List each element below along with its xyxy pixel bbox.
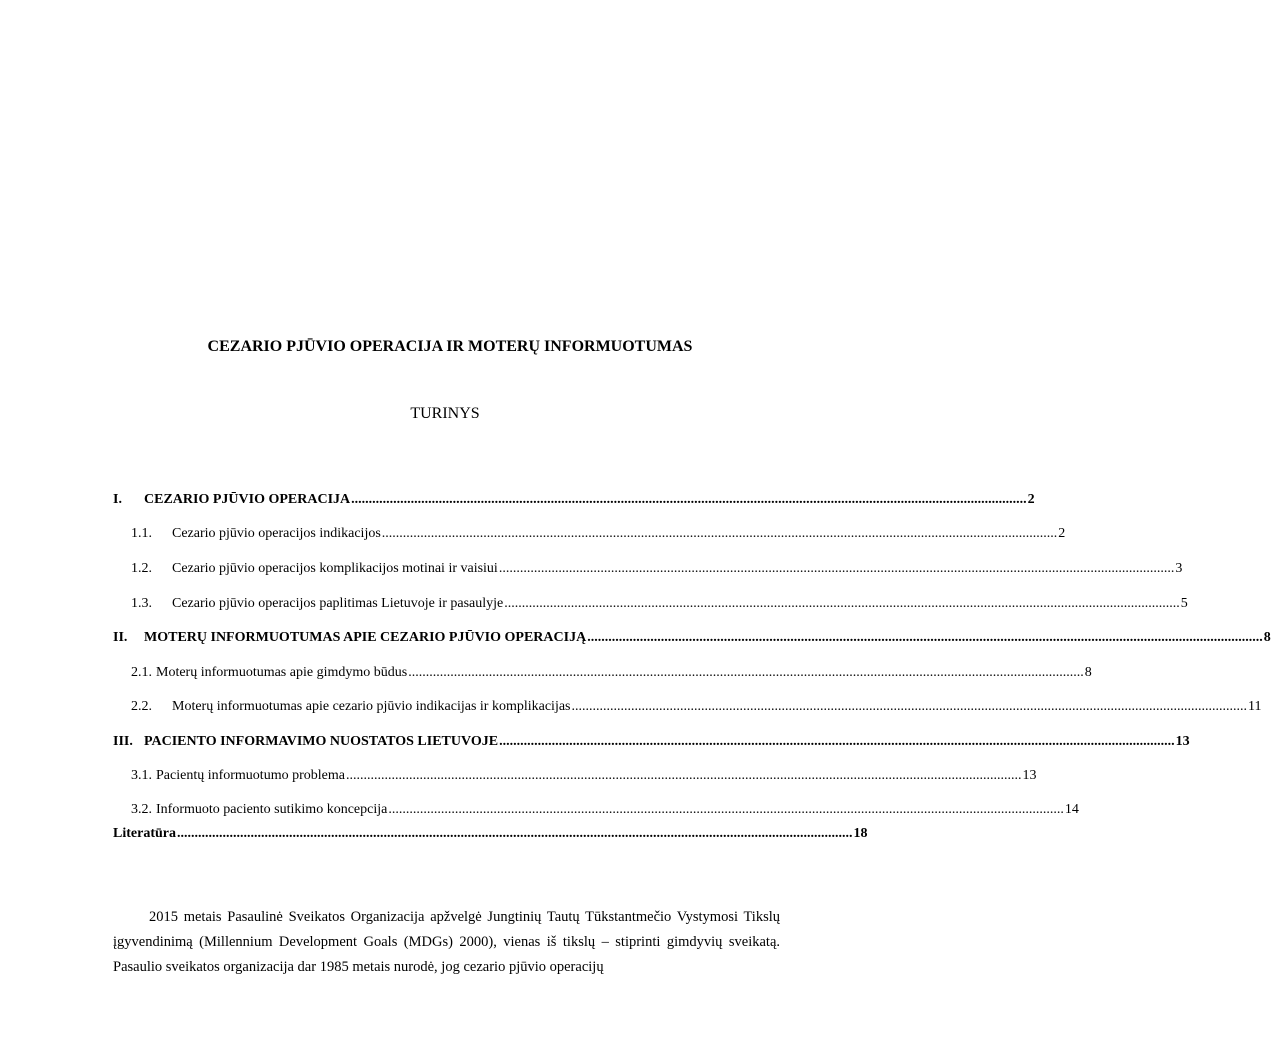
toc-entry[interactable] — [0, 697, 1262, 717]
toc-entry-page: 13 — [1175, 734, 1190, 749]
toc-entry-number: 3.1. — [131, 768, 152, 783]
toc-entry[interactable] — [0, 766, 1037, 786]
toc-leader-dots: ................................................................................................................................................................................................. — [408, 665, 1084, 680]
toc-entry[interactable] — [0, 594, 1188, 614]
toc-entry[interactable] — [0, 628, 1271, 648]
toc-entry-page: 8 — [1084, 665, 1092, 680]
toc-entry-number: 1.3. — [131, 596, 152, 611]
document-title: CEZARIO PJŪVIO OPERACIJA IR MOTERŲ INFORMUOTUMAS — [207, 338, 693, 355]
toc-entry[interactable] — [0, 559, 1183, 579]
toc-heading: TURINYS — [410, 405, 480, 422]
toc-entry-page: 2 — [1058, 526, 1066, 541]
toc-entry-number: 1.1. — [131, 526, 152, 541]
toc-entry-page: 14 — [1064, 802, 1079, 817]
toc-entry-page: 11 — [1248, 699, 1262, 714]
toc-entry-number: II. — [113, 630, 128, 645]
toc-leader-dots: ................................................................................................................................................................................................. — [587, 630, 1263, 645]
toc-entry-label: PACIENTO INFORMAVIMO NUOSTATOS LIETUVOJE — [144, 734, 499, 749]
toc-entry-page: 18 — [853, 826, 868, 841]
toc-entry-page: 8 — [1263, 630, 1271, 645]
toc-entry[interactable] — [0, 524, 1066, 544]
toc-entry-number: III. — [113, 734, 133, 749]
toc-entry-label: Moterų informuotumas apie gimdymo būdus — [156, 665, 408, 680]
toc-leader-dots: ................................................................................................................................................................................................. — [381, 526, 1058, 541]
toc-entry-number: I. — [113, 492, 122, 507]
toc-entry-label: CEZARIO PJŪVIO OPERACIJA — [144, 492, 351, 507]
toc-entry-page: 2 — [1027, 492, 1035, 507]
toc-leader-dots: ................................................................................................................................................................................................. — [499, 734, 1175, 749]
toc-entry-number: 2.2. — [131, 699, 152, 714]
toc-leader-dots: ................................................................................................................................................................................................. — [498, 561, 1175, 576]
toc-entry[interactable] — [0, 663, 1092, 683]
toc-entry-label: Literatūra — [113, 826, 176, 841]
toc-entry-label: Cezario pjūvio operacijos komplikacijos motinai ir vaisiui — [172, 561, 498, 576]
toc-leader-dots: ................................................................................................................................................................................................. — [351, 492, 1027, 507]
toc-entry-number: 3.2. — [131, 802, 152, 817]
toc-entry[interactable] — [0, 824, 868, 844]
toc-entry-label: Pacientų informuotumo problema — [156, 768, 345, 783]
toc-entry-page: 3 — [1175, 561, 1183, 576]
toc-entry-label: Cezario pjūvio operacijos paplitimas Lietuvoje ir pasaulyje — [172, 596, 504, 611]
toc-leader-dots: ................................................................................................................................................................................................. — [388, 802, 1064, 817]
toc-entry-label: Cezario pjūvio operacijos indikacijos — [172, 526, 381, 541]
toc-entry-page: 5 — [1180, 596, 1188, 611]
toc-entry-page: 13 — [1022, 768, 1037, 783]
toc-entry-label: Informuoto paciento sutikimo koncepcija — [156, 802, 388, 817]
toc-entry-label: MOTERŲ INFORMUOTUMAS APIE CEZARIO PJŪVIO OPERACIJĄ — [144, 630, 587, 645]
toc-entry-number: 2.1. — [131, 665, 152, 680]
toc-leader-dots: ................................................................................................................................................................................................. — [571, 699, 1248, 714]
toc-leader-dots: ................................................................................................................................................................................................. — [504, 596, 1180, 611]
body-paragraph: 2015 metais Pasaulinė Sveikatos Organizacija apžvelgė Jungtinių Tautų Tūkstantmečio Vystymosi Tikslų įgyvendinimą (Millennium Development Goals (MDGs) 2000), vienas iš tikslų – stiprinti gimdyvių sveikatą. Pasaulio sveikatos organizacija dar 1985 metais nurodė, jog cezario pjūvio operacijų — [113, 909, 780, 975]
toc-entry-number: 1.2. — [131, 561, 152, 576]
toc-entry[interactable] — [0, 800, 1079, 820]
toc-leader-dots: ................................................................................................................................................................................................. — [176, 826, 853, 841]
toc-entry-label: Moterų informuotumas apie cezario pjūvio indikacijas ir komplikacijas — [172, 699, 571, 714]
toc-entry[interactable] — [0, 732, 1190, 752]
toc-leader-dots: ................................................................................................................................................................................................. — [345, 768, 1022, 783]
toc-entry[interactable] — [0, 490, 1035, 510]
